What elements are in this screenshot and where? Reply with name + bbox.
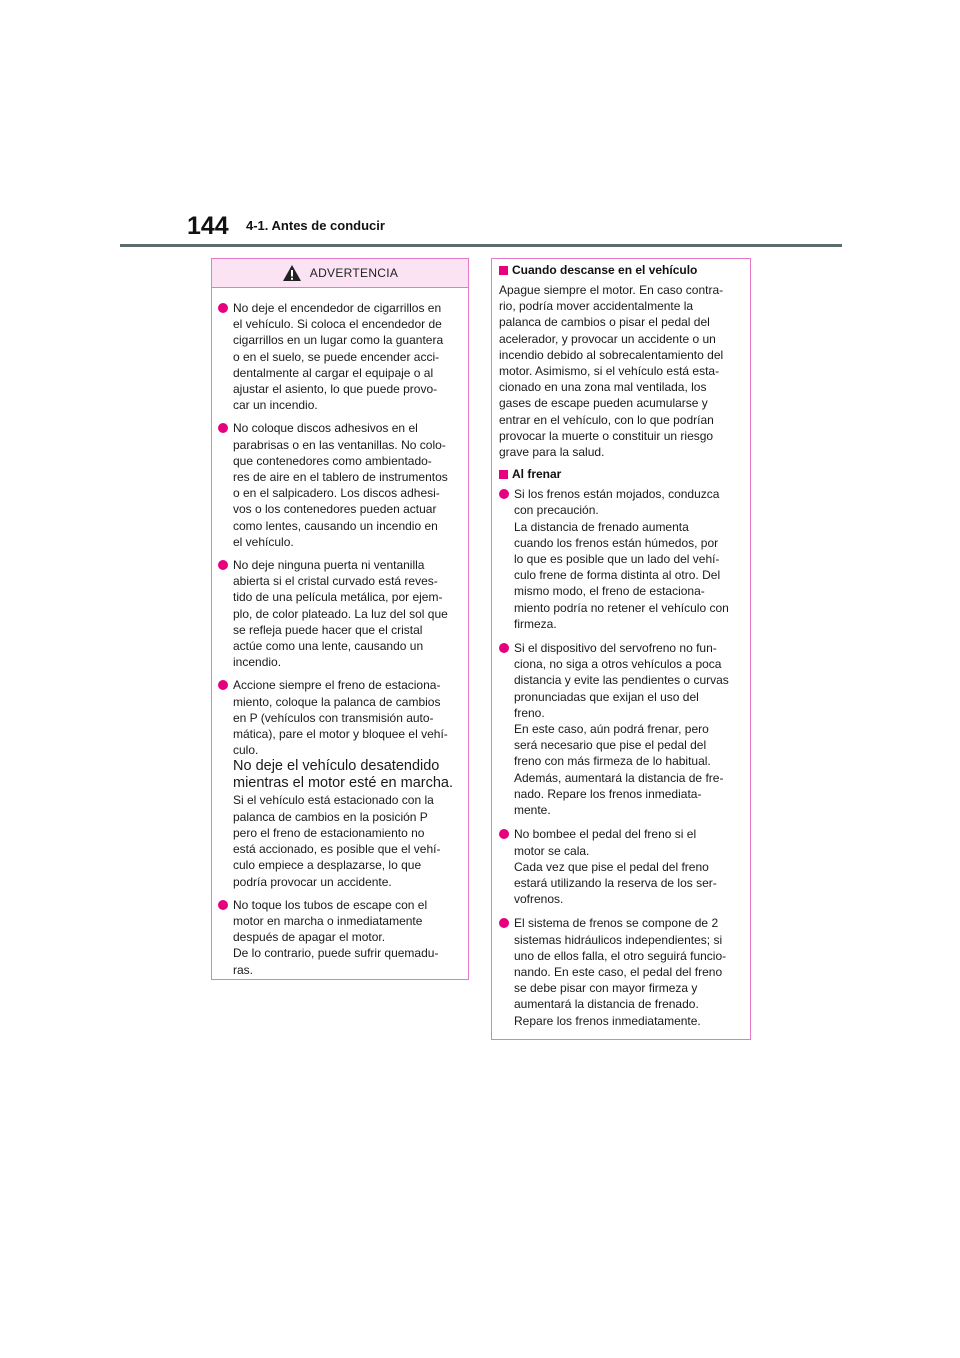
text-line: será necesario que pise el pedal del bbox=[514, 738, 707, 753]
braking-item bbox=[499, 640, 742, 818]
circle-bullet-icon bbox=[218, 303, 228, 313]
warning-list bbox=[212, 288, 468, 978]
text-line: culo empiece a desplazarse, lo que bbox=[233, 858, 422, 873]
text-line: culo. bbox=[233, 743, 259, 758]
warning-item bbox=[218, 557, 458, 670]
text-line: car un incendio. bbox=[233, 398, 318, 413]
text-line: o en el suelo, se puede encender acci- bbox=[233, 349, 440, 364]
circle-bullet-icon bbox=[499, 829, 509, 839]
text-line: después de apagar el motor. bbox=[233, 930, 386, 945]
warning-triangle-icon bbox=[282, 264, 302, 282]
header-rule bbox=[120, 244, 842, 247]
text-line: Además, aumentará la distancia de fre- bbox=[514, 770, 724, 785]
text-line: vos o los contenedores pueden actuar bbox=[233, 502, 437, 517]
warning-title: ADVERTENCIA bbox=[309, 266, 399, 280]
text-line: estará utilizando la reserva de los ser- bbox=[514, 875, 717, 890]
text-line: Si los frenos están mojados, conduzca bbox=[514, 487, 720, 502]
text-line: ciona, no siga a otros vehículos a poca bbox=[514, 657, 722, 672]
text-line: No coloque discos adhesivos en el bbox=[233, 421, 418, 436]
text-line: podría provocar un accidente. bbox=[233, 874, 392, 889]
text-line: palanca de cambios o pisar el pedal del bbox=[499, 315, 710, 330]
text-line: miento, coloque la palanca de cambios bbox=[233, 694, 441, 709]
info-box bbox=[491, 258, 751, 1040]
text-line: entrar en el vehículo, con lo que podrían bbox=[499, 412, 714, 427]
text-line: Accione siempre el freno de estaciona- bbox=[233, 678, 441, 693]
text-line: palanca de cambios en la posición P bbox=[233, 809, 428, 824]
text-line: mática), pare el motor y bloquee el vehí- bbox=[233, 727, 448, 742]
text-line: ajustar el asiento, lo que puede provo- bbox=[233, 382, 438, 397]
text-line: No bombee el pedal del freno si el bbox=[514, 827, 697, 842]
text-line: dentalmente al cargar el equipaje o al bbox=[233, 365, 434, 380]
text-line: se debe pisar con mayor firmeza y bbox=[514, 981, 698, 996]
text-line: se refleja puede hacer que el cristal bbox=[233, 622, 423, 637]
text-line: Si el dispositivo del servofreno no fun- bbox=[514, 641, 717, 656]
circle-bullet-icon bbox=[499, 643, 509, 653]
text-line: nando. En este caso, el pedal del freno bbox=[514, 964, 723, 979]
circle-bullet-icon bbox=[218, 900, 228, 910]
braking-list bbox=[499, 486, 742, 1029]
text-line: cionado en una zona mal ventilada, los bbox=[499, 380, 707, 395]
text-line: uno de ellos falla, el otro seguirá funcio- bbox=[514, 948, 727, 963]
text-line: mente. bbox=[514, 803, 551, 818]
circle-bullet-icon bbox=[499, 918, 509, 928]
text-line: Repare los frenos inmediatamente. bbox=[514, 1013, 701, 1028]
text-line: plo, de color plateado. La luz del sol que bbox=[233, 606, 448, 621]
warning-item bbox=[218, 677, 458, 889]
text-line: pero el freno de estacionamiento no bbox=[233, 825, 425, 840]
text-line: ras. bbox=[233, 962, 254, 977]
circle-bullet-icon bbox=[218, 680, 228, 690]
text-line: con precaución. bbox=[514, 503, 599, 518]
text-line: incendio debido al sobrecalentamiento del bbox=[499, 347, 724, 362]
text-line: freno. bbox=[514, 705, 545, 720]
warning-header bbox=[212, 259, 468, 288]
warning-item bbox=[218, 897, 458, 978]
text-line: como lentes, causando un incendio en bbox=[233, 518, 438, 533]
text-line: gases de escape pueden acumularse y bbox=[499, 396, 708, 411]
warning-item bbox=[218, 300, 458, 413]
text-line: En este caso, aún podrá frenar, pero bbox=[514, 722, 709, 737]
text-line: incendio. bbox=[233, 655, 282, 670]
emphasis-line: mientras el motor esté en marcha. bbox=[233, 775, 454, 792]
text-line: firmeza. bbox=[514, 616, 557, 631]
text-line: o en el salpicadero. Los discos adhesi- bbox=[233, 486, 440, 501]
text-line: miento podría no retener el vehículo con bbox=[514, 600, 729, 615]
braking-item bbox=[499, 486, 742, 632]
text-line: actúe como una lente, causando un bbox=[233, 639, 424, 654]
text-line: el vehículo. bbox=[233, 534, 294, 549]
text-line: cuando los frenos están húmedos, por bbox=[514, 535, 719, 550]
warning-box bbox=[211, 258, 469, 980]
section-heading-resting bbox=[499, 263, 742, 277]
circle-bullet-icon bbox=[499, 489, 509, 499]
text-line: rio, podría mover accidentalmente la bbox=[499, 299, 694, 314]
text-line: grave para la salud. bbox=[499, 445, 605, 460]
text-line: freno con más firmeza de lo habitual. bbox=[514, 754, 711, 769]
text-line: el vehículo. Si coloca el encendedor de bbox=[233, 317, 442, 332]
text-line: provocar la muerte o constituir un riesgo bbox=[499, 428, 714, 443]
text-line: lo que es posible que un lado del vehí- bbox=[514, 552, 720, 567]
text-line: que contenedores como ambientado- bbox=[233, 453, 432, 468]
text-line: en P (vehículos con transmisión auto- bbox=[233, 710, 434, 725]
text-line: está accionado, es posible que el vehí- bbox=[233, 842, 441, 857]
text-line: Cada vez que pise el pedal del freno bbox=[514, 859, 709, 874]
text-line: vofrenos. bbox=[514, 892, 564, 907]
text-line: De lo contrario, puede sufrir quemadu- bbox=[233, 946, 439, 961]
square-bullet-icon bbox=[499, 266, 508, 275]
circle-bullet-icon bbox=[218, 423, 228, 433]
text-line: pronunciadas que exijan el uso del bbox=[514, 689, 699, 704]
resting-paragraph bbox=[499, 282, 742, 460]
text-line: distancia y evite las pendientes o curvas bbox=[514, 673, 729, 688]
text-line: Si el vehículo está estacionado con la bbox=[233, 793, 434, 808]
text-line: mismo modo, el freno de estaciona- bbox=[514, 584, 705, 599]
heading-text: Al frenar bbox=[512, 467, 562, 482]
text-line: cigarrillos en un lugar como la guantera bbox=[233, 333, 444, 348]
braking-item bbox=[499, 826, 742, 907]
text-line: El sistema de frenos se compone de 2 bbox=[514, 916, 719, 931]
text-line: nado. Repare los frenos inmediata- bbox=[514, 786, 702, 801]
text-line: No deje ninguna puerta ni ventanilla bbox=[233, 558, 425, 573]
text-line: No deje el encendedor de cigarrillos en bbox=[233, 301, 442, 315]
text-line: motor en marcha o inmediatamente bbox=[233, 913, 423, 928]
heading-text: Cuando descanse en el vehículo bbox=[512, 263, 698, 277]
warning-item bbox=[218, 420, 458, 550]
emphasis-line: No deje el vehículo desatendido bbox=[233, 758, 440, 775]
text-line: culo frene de forma distinta al otro. Del bbox=[514, 568, 721, 583]
text-line: parabrisas o en las ventanillas. No colo- bbox=[233, 437, 446, 452]
text-line: motor se cala. bbox=[514, 843, 590, 858]
text-line: res de aire en el tablero de instrumentos bbox=[233, 470, 448, 485]
text-line: sistemas hidráulicos independientes; si bbox=[514, 932, 723, 947]
page-number: 144 bbox=[187, 212, 229, 240]
text-line: acelerador, y provocar un accidente o un bbox=[499, 331, 716, 346]
text-line: tido de una película metálica, por ejem- bbox=[233, 590, 443, 605]
text-line: Apague siempre el motor. En caso contra- bbox=[499, 283, 724, 297]
text-line: motor. Asimismo, si el vehículo está esta- bbox=[499, 364, 720, 379]
section-title: 4-1. Antes de conducir bbox=[246, 218, 385, 233]
text-line: No toque los tubos de escape con el bbox=[233, 897, 428, 912]
section-heading-braking bbox=[499, 467, 742, 481]
circle-bullet-icon bbox=[218, 560, 228, 570]
braking-item bbox=[499, 915, 742, 1028]
text-line: La distancia de frenado aumenta bbox=[514, 519, 689, 534]
text-line: aumentará la distancia de frenado. bbox=[514, 997, 699, 1012]
square-bullet-icon bbox=[499, 470, 508, 479]
text-line: abierta si el cristal curvado está reves- bbox=[233, 574, 438, 589]
